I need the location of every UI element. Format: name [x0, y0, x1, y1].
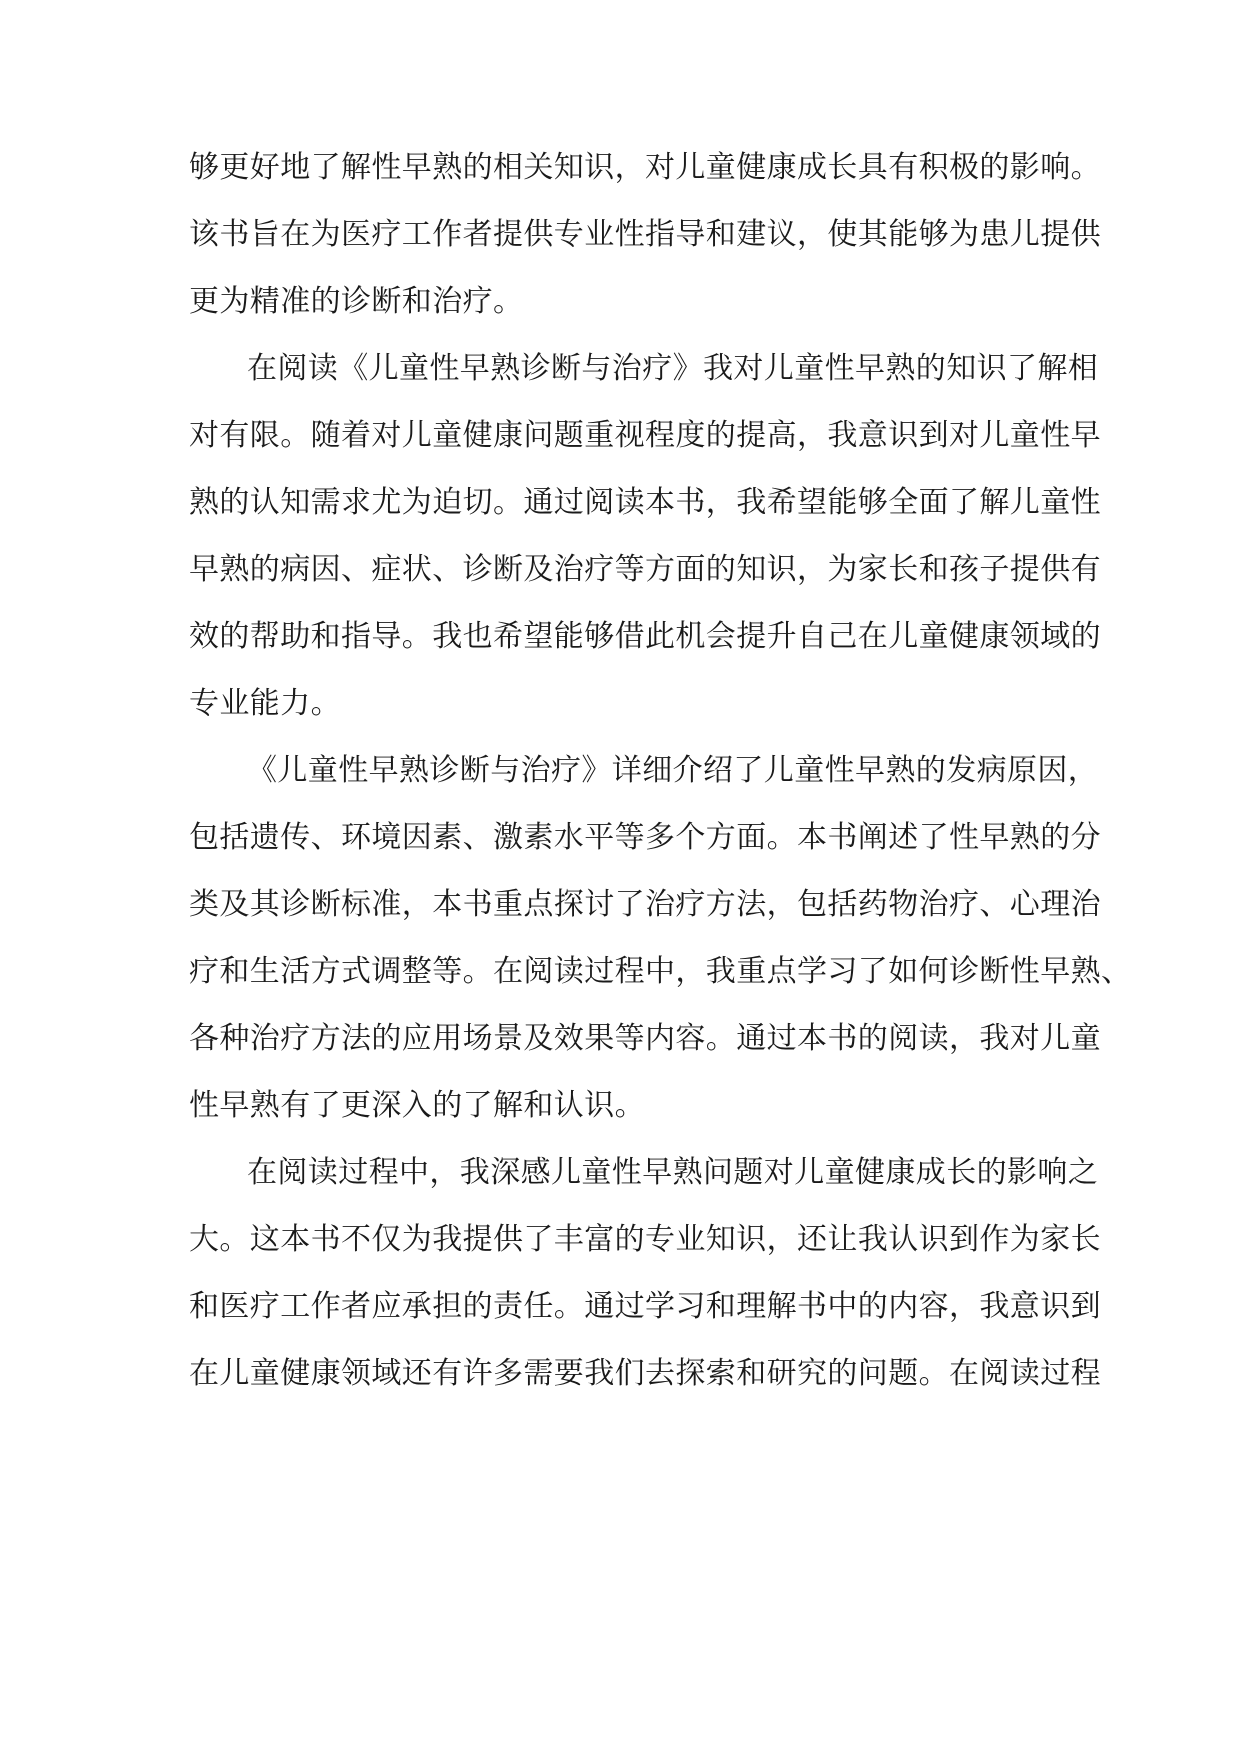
paragraph-start-line: 在阅读《儿童性早熟诊断与治疗》我对儿童性早熟的知识了解相 — [247, 351, 1099, 386]
text-line: 包括遗传、环境因素、激素水平等多个方面。本书阐述了性早熟的分 — [189, 820, 1101, 855]
paragraph-start-line: 在阅读过程中，我深感儿童性早熟问题对儿童健康成长的影响之 — [247, 1155, 1099, 1190]
text-line: 对有限。随着对儿童健康问题重视程度的提高，我意识到对儿童性早 — [189, 418, 1101, 453]
text-line: 该书旨在为医疗工作者提供专业性指导和建议，使其能够为患儿提供 — [189, 217, 1101, 252]
text-line: 专业能力。 — [189, 686, 341, 721]
paragraph-start-line: 《儿童性早熟诊断与治疗》详细介绍了儿童性早熟的发病原因， — [247, 753, 1099, 788]
body-text — [189, 134, 1132, 1407]
text-line: 早熟的病因、症状、诊断及治疗等方面的知识，为家长和孩子提供有 — [189, 552, 1101, 587]
text-line: 各种治疗方法的应用场景及效果等内容。通过本书的阅读，我对儿童 — [189, 1021, 1101, 1056]
text-line: 疗和生活方式调整等。在阅读过程中，我重点学习了如何诊断性早熟、 — [189, 954, 1132, 989]
text-line: 更为精准的诊断和治疗。 — [189, 284, 524, 319]
text-line: 性早熟有了更深入的了解和认识。 — [189, 1088, 645, 1123]
text-line: 大。这本书不仅为我提供了丰富的专业知识，还让我认识到作为家长 — [189, 1222, 1101, 1257]
text-line: 效的帮助和指导。我也希望能够借此机会提升自己在儿童健康领域的 — [189, 619, 1101, 654]
text-line: 和医疗工作者应承担的责任。通过学习和理解书中的内容，我意识到 — [189, 1289, 1101, 1324]
text-line: 够更好地了解性早熟的相关知识，对儿童健康成长具有积极的影响。 — [189, 150, 1101, 185]
text-line: 类及其诊断标准，本书重点探讨了治疗方法，包括药物治疗、心理治 — [189, 887, 1101, 922]
text-line: 熟的认知需求尤为迫切。通过阅读本书，我希望能够全面了解儿童性 — [189, 485, 1101, 520]
text-line: 在儿童健康领域还有许多需要我们去探索和研究的问题。在阅读过程 — [189, 1356, 1101, 1391]
